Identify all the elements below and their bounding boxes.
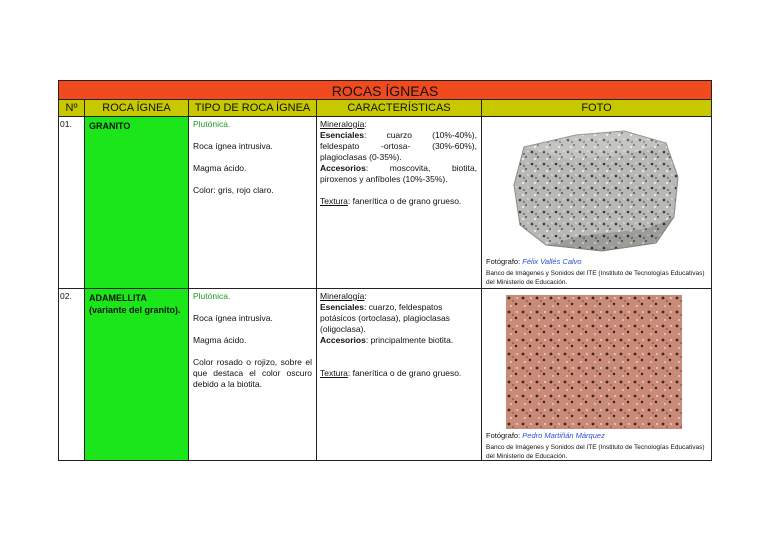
mineralogy-label: Mineralogía bbox=[320, 119, 365, 129]
texture-text: : fanerítica o de grano grueso. bbox=[347, 368, 462, 378]
accessories-text: : principalmente biotita. bbox=[365, 335, 454, 345]
accessories-line bbox=[320, 163, 477, 185]
accessories-label: Accesorios bbox=[320, 163, 366, 173]
accessories-line bbox=[320, 335, 477, 346]
header-number: Nº bbox=[59, 100, 85, 116]
rock-type-cell bbox=[189, 289, 317, 460]
adamellite-photo bbox=[506, 295, 682, 429]
essentials-line bbox=[320, 302, 477, 335]
rock-type-cell bbox=[189, 117, 317, 288]
table-header-row bbox=[59, 100, 711, 117]
photo-cell bbox=[482, 289, 711, 460]
header-characteristics: CARACTERÍSTICAS bbox=[317, 100, 482, 116]
essentials-text: : cuarzo (10%-40%), feldespato -ortosa- (30%-60%), plagioclasas (0-35%). bbox=[320, 130, 477, 162]
table-row bbox=[59, 117, 711, 289]
texture-label: Textura bbox=[320, 368, 348, 378]
rock-origin: Plutónica. bbox=[193, 119, 231, 129]
rock-name: ADAMELLITA (variante del granito). bbox=[85, 289, 189, 460]
rock-color: Color rosado o rojizo, sobre el que destaca el color oscuro debido a la biotita. bbox=[193, 357, 312, 389]
accessories-text: : moscovita, biotita, piroxenos y anfíboles (10%-35%). bbox=[320, 163, 477, 184]
photo-caption-prefix: Fotógrafo: bbox=[486, 431, 523, 440]
rock-name: GRANITO bbox=[85, 117, 189, 288]
essentials-label: Esenciales bbox=[320, 130, 364, 140]
texture-label: Textura bbox=[320, 196, 348, 206]
image-bank-credit: Banco de Imágenes y Sonidos del ITE (Instituto de Tecnologías Educativas) del Ministerio de Educación. bbox=[486, 444, 705, 460]
essentials-line bbox=[320, 130, 477, 163]
photo-caption bbox=[486, 257, 582, 267]
row-number: 02. bbox=[59, 289, 85, 460]
rock-magma: Magma ácido. bbox=[193, 335, 247, 345]
image-bank-credit: Banco de Imágenes y Sonidos del ITE (Instituto de Tecnologías Educativas) del Ministerio de Educación. bbox=[486, 270, 705, 286]
rock-magma: Magma ácido. bbox=[193, 163, 247, 173]
photographer-name: Félix Vallés Calvo bbox=[522, 257, 582, 266]
igneous-rocks-table bbox=[58, 80, 712, 461]
texture-line bbox=[320, 196, 477, 207]
rock-intrusive: Roca ígnea intrusiva. bbox=[193, 313, 273, 323]
photo-caption bbox=[486, 431, 605, 441]
mineralogy-line: Mineralogía: bbox=[320, 291, 367, 301]
photo-cell bbox=[482, 117, 711, 288]
header-photo: FOTO bbox=[581, 102, 612, 114]
essentials-text: : cuarzo, feldespatos potásicos (ortoclasa), plagioclasas (oligoclasa). bbox=[320, 302, 450, 334]
row-number: 01. bbox=[59, 117, 85, 288]
photo-caption-prefix: Fotógrafo: bbox=[486, 257, 523, 266]
texture-text: : fanerítica o de grano grueso. bbox=[347, 196, 462, 206]
rock-color: Color: gris, rojo claro. bbox=[193, 185, 274, 195]
table-title: ROCAS ÍGNEAS bbox=[59, 81, 711, 100]
rock-intrusive: Roca ígnea intrusiva. bbox=[193, 141, 273, 151]
mineralogy-label: Mineralogía bbox=[320, 291, 365, 301]
header-rock-name: ROCA ÍGNEA bbox=[85, 100, 189, 116]
essentials-label: Esenciales bbox=[320, 302, 364, 312]
texture-line bbox=[320, 368, 477, 379]
characteristics-cell bbox=[317, 117, 482, 288]
accessories-label: Accesorios bbox=[320, 335, 366, 345]
photographer-name: Pedro Martiñán Márquez bbox=[522, 431, 605, 440]
table-row bbox=[59, 289, 711, 460]
mineralogy-line: Mineralogía: bbox=[320, 119, 367, 129]
characteristics-cell bbox=[317, 289, 482, 460]
rock-origin: Plutónica. bbox=[193, 291, 231, 301]
granite-photo bbox=[506, 125, 686, 255]
header-rock-type: TIPO DE ROCA ÍGNEA bbox=[189, 100, 317, 116]
